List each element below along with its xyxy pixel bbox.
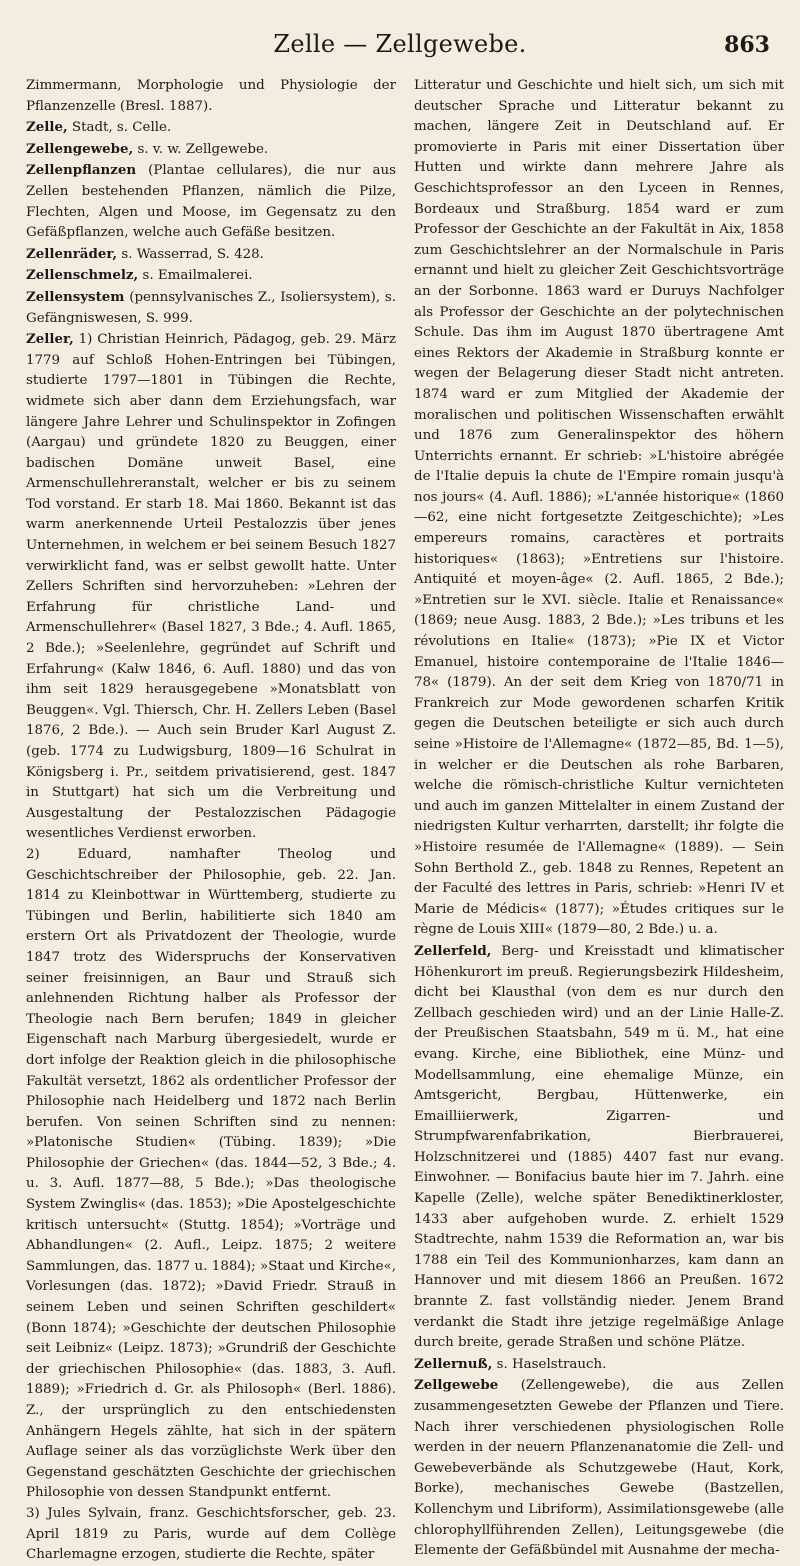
entry-zellenpflanzen: Zellenpflanzen (Plantae cellulares), die nur aus Zellen bestehenden Pflanzen, nämlich die Pilze, Flechten, Algen und Moose, im Gegensatz zu den Gefäßpflanzen, welche auch Gefäße besitzen.	[26, 162, 397, 241]
text-columns	[26, 76, 784, 1563]
headword: Zellerfeld,	[414, 942, 492, 959]
headword: Zellgewebe	[414, 1377, 499, 1394]
right-column	[414, 76, 784, 1559]
entry-zellerfeld: Zellerfeld, Berg- und Kreisstadt und klimatischer Höhenkurort im preuß. Regierungsbezirk Hildesheim, dicht bei Klausthal (von dem es nur durch den Zellbach geschieden wird) und an der Linie Halle-Z. der Preußischen Staatsbahn, 549 m ü. M., hat eine evang. Kirche, eine Bibliothek, eine Münz- und Modellsammlung, eine ehemalige Münze, ein Amtsgericht, Bergbau, Hüttenwerke, ein Emailliierwerk, Zigarren- und Strumpfwarenfabrikation, Bierbrauerei, Holzschnitzerei und (1885) 4407 fast nur evang. Einwohner. — Bonifacius baute hier im 7. Jahrh. eine Kapelle (Zelle), welche später Benediktinerkloster, 1433 aber aufgehoben wurde. Z. erhielt 1529 Stadtrechte, nahm 1539 die Reformation an, war bis 1788 ein Teil des Kommunionharzes, kam dann an Hannover und mit diesem 1866 an Preußen. 1672 brannte Z. fast vollständig nieder. Jenem Brand verdankt die Stadt ihre jetzige regelmäßige Anlage durch breite, gerade Straßen und schöne Plätze.	[414, 942, 784, 1351]
left-column	[26, 76, 397, 1563]
entry-zellengewebe: Zellengewebe, s. v. w. Zellgewebe.	[26, 140, 269, 157]
entry-zelle-stadt: Zelle, Stadt, s. Celle.	[26, 119, 172, 136]
entry-zeller-2: 2) Eduard, namhafter Theolog und Geschichtschreiber der Philosophie, geb. 22. Jan. 1814 zu Kleinbottwar in Württemberg, studierte zu Tübingen und Berlin, habilitierte sich 1840 am erstern Ort als Privatdozent der Theologie, wurde 1847 trotz des Widerspruchs der Konservativen seiner freisinnigen, an Baur und Strauß sich anlehnenden Richtung halber als Professor der Theologie nach Bern berufen; 1849 in gleicher Eigenschaft nach Marburg übergesiedelt, wurde er dort infolge der Reaktion gleich in die philosophische Fakultät versetzt, 1862 als ordentlicher Professor der Philosophie nach Heidelberg und 1872 nach Berlin berufen. Von seinen Schriften sind zu nennen: »Platonische Studien« (Tübing. 1839); »Die Philosophie der Griechen« (das. 1844—52, 3 Bde.; 4. u. 3. Aufl. 1877—88, 5 Bde.); »Das theologische System Zwinglis« (das. 1853); »Die Apostelgeschichte kritisch untersucht« (Stuttg. 1854); »Vorträge und Abhandlungen« (2. Aufl., Leipz. 1875; 2 weitere Sammlungen, das. 1877 u. 1884); »Staat und Kirche«, Vorlesungen (das. 1872); »David Friedr. Strauß in seinem Leben und seinen Schriften geschildert« (Bonn 1874); »Geschichte der deutschen Philosophie seit Leibniz« (Leipz. 1873); »Grundriß der Geschichte der griechischen Philosophie« (das. 1883, 3. Aufl. 1889); »Friedrich d. Gr. als Philosoph« (Berl. 1886). Z., der ursprünglich zu den entschiedensten Anhängern Hegels zählte, hat sich in der spätern Auflage seiner als das vorzüglichste Werk über den Gegenstand geschätzten Geschichte der griechischen Philosophie von dessen Standpunkt entfernt.	[26, 846, 396, 1501]
headword: Zeller,	[26, 331, 74, 348]
page-number: 863	[724, 32, 770, 58]
headword: Zellenschmelz,	[26, 267, 139, 284]
headword: Zellenräder,	[26, 245, 118, 262]
entry-zeller-3: 3) Jules Sylvain, franz. Geschichtsforscher, geb. 23. April 1819 zu Paris, wurde auf dem Collège Charlemagne erzogen, studierte die Rechte, später	[26, 1505, 396, 1563]
headword: Zellenpflanzen	[26, 162, 137, 179]
entry-zellenraeder: Zellenräder, s. Wasserrad, S. 428.	[26, 245, 264, 262]
entry-zellgewebe: Zellgewebe (Zellengewebe), die aus Zellen zusammengesetzten Gewebe der Pflanzen und Tiere. Nach ihrer verschiedenen physiologischen Rolle werden in der neuern Pflanzenanatomie die Zell- und Gewebeverbände als Schutzgewebe (Haut, Kork, Borke), mechanisches Gewebe (Bastzellen, Kollenchym und Libriform), Assimilationsgewebe (alle chlorophyllführenden Zellen), Leitungsgewebe (die Elemente der Gefäßbündel mit Ausnahme der mecha-	[414, 1377, 784, 1559]
entry-continuation: Litteratur und Geschichte und hielt sich, um sich mit deutscher Sprache und Litteratur bekannt zu machen, längere Zeit in Deutschland auf. Er promovierte in Paris mit einer Dissertation über Hutten und wirkte dann mehrere Jahre als Geschichtsprofessor an den Lyceen in Rennes, Bordeaux und Straßburg. 1854 ward er zum Professor der Geschichte an der Fakultät in Aix, 1858 zum Geschichtslehrer an der Normalschule in Paris ernannt und hielt zu gleicher Zeit Geschichtsvorträge an der Sorbonne. 1863 ward er Duruys Nachfolger als Professor der Geschichte an der polytechnischen Schule. Das ihm im August 1870 übertragene Amt eines Rektors der Akademie in Straßburg konnte er wegen der Belagerung dieser Stadt nicht antreten. 1874 ward er zum Mitglied der Akademie der moralischen und politischen Wissenschaften erwählt und 1876 zum Generalinspektor des höhern Unterrichts ernannt. Er schrieb: »L'histoire abrégée de l'Italie depuis la chute de l'Empire romain jusqu'à nos jours« (4. Aufl. 1886); »L'année historique« (1860—62, eine nicht fortgesetzte Zeitgeschichte); »Les empereurs romains, caractères et portraits historiques« (1863); »Entretiens sur l'histoire. Antiquité et moyen-âge« (2. Aufl. 1865, 2 Bde.); »Entretien sur le XVI. siècle. Italie et Renaissance« (1869; neue Ausg. 1883, 2 Bde.); »Les tribuns et les révolutions en Italie« (1873); »Pie IX et Victor Emanuel, histoire contemporaine de l'Italie 1846—78« (1879). An der seit dem Krieg von 1870/71 in Frankreich zur Mode gewordenen scharfen Kritik gegen die Deutschen beteiligte er sich auch durch seine »Histoire de l'Allemagne« (1872—85, Bd. 1—5), in welcher er die Deutschen als rohe Barbaren, welche die römisch-christliche Kultur vernichteten und auch im ganzen Mittelalter in einem Zustand der niedrigsten Kultur verharrten, darstellt; ihr folgte die »Histoire resumée de l'Allemagne« (1889). — Sein Sohn Berthold Z., geb. 1848 zu Rennes, Repetent an der Faculté des lettres in Paris, schrieb: »Henri IV et Marie de Médicis« (1877); »Études critiques sur le règne de Louis XIII« (1879—80, 2 Bde.) u. a.	[414, 78, 784, 938]
headword: Zellensystem	[26, 288, 125, 305]
headword: Zellernuß,	[414, 1355, 493, 1372]
headword: Zellengewebe,	[26, 140, 134, 157]
page-header	[0, 26, 800, 62]
running-head: Zelle — Zellgewebe.	[273, 30, 527, 58]
entry-zeller-1: Zeller, 1) Christian Heinrich, Pädagog, geb. 29. März 1779 auf Schloß Hohen-Entringen bei Tübingen, studierte 1797—1801 in Tübingen die Rechte, widmete sich aber dann dem Erziehungsfach, war längere Jahre Lehrer und Schulinspektor in Zofingen (Aargau) und gründete 1820 zu Beuggen, einer badischen Domäne unweit Basel, eine Armenschullehreranstalt, welcher er bis zu seinem Tod vorstand. Er starb 18. Mai 1860. Bekannt ist das warm anerkennende Urteil Pestalozzis über jenes Unternehmen, in welchem er bei seinem Besuch 1827 verwirklicht fand, was er selbst gewollt hatte. Unter Zellers Schriften sind hervorzuheben: »Lehren der Erfahrung für christliche Land- und Armenschullehrer« (Basel 1827, 3 Bde.; 4. Aufl. 1865, 2 Bde.); »Seelenlehre, gegründet auf Schrift und Erfahrung« (Kalw 1846, 6. Aufl. 1880) und das von ihm seit 1829 herausgegebene »Monatsblatt von Beuggen«. Vgl. Thiersch, Chr. H. Zellers Leben (Basel 1876, 2 Bde.). — Auch sein Bruder Karl August Z. (geb. 1774 zu Ludwigsburg, 1809—16 Schulrat in Königsberg i. Pr., seitdem privatisierend, gest. 1847 in Stuttgart) hat sich um die Verbreitung und Ausgestaltung der Pestalozzischen Pädagogie wesentliches Verdienst erworben.	[26, 331, 396, 842]
entry-zellenschmelz: Zellenschmelz, s. Emailmalerei.	[26, 267, 253, 284]
entry-zellensystem: Zellensystem (pennsylvanisches Z., Isoliersystem), s. Gefängniswesen, S. 999.	[26, 288, 396, 326]
entry-continuation: Zimmermann, Morphologie und Physiologie der Pflanzenzelle (Bresl. 1887).	[26, 78, 396, 114]
headword: Zelle,	[26, 119, 68, 136]
entry-zellernuss: Zellernuß, s. Haselstrauch.	[414, 1355, 607, 1372]
